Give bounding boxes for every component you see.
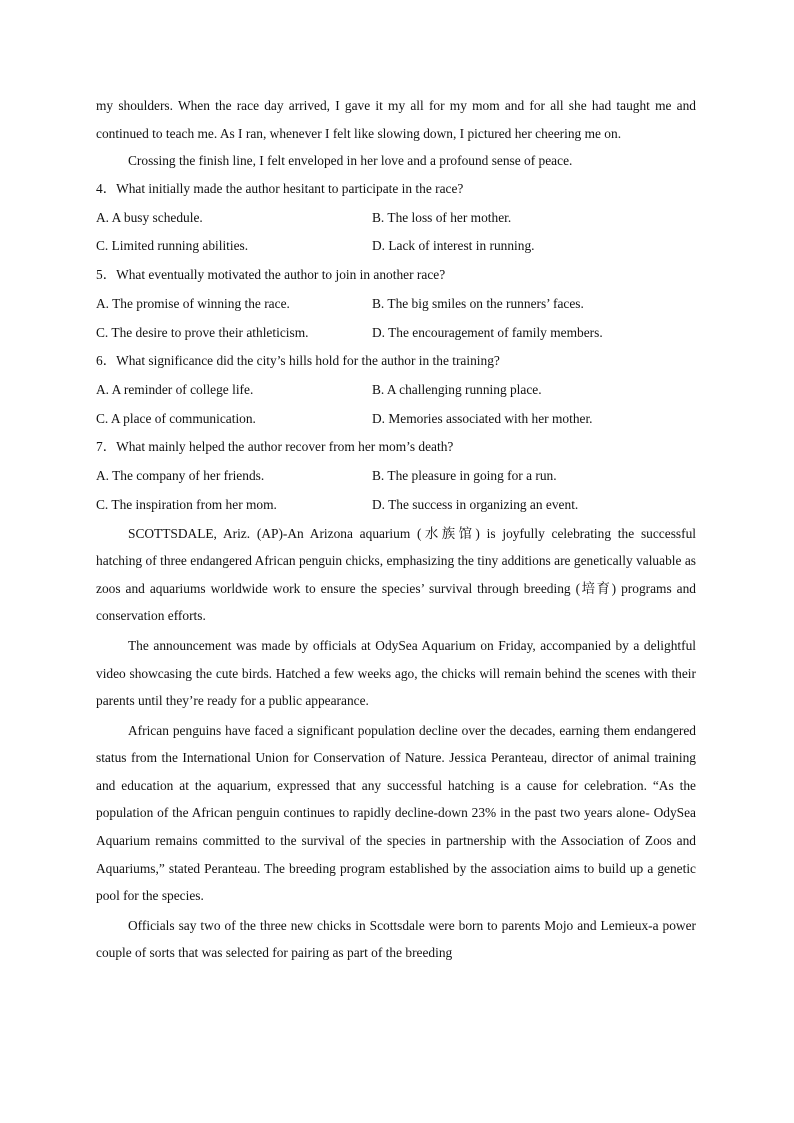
option-c: C. The desire to prove their athleticism. <box>96 324 309 340</box>
option-c: C. The inspiration from her mom. <box>96 496 277 512</box>
passage2-paragraph: Officials say two of the three new chicks in Scottsdale were born to parents Mojo and Lemieux-a power couple of sorts that was selected for pairing as part of the breeding <box>96 917 696 961</box>
question-stem: 7．What mainly helped the author recover from her mom’s death? <box>96 439 454 455</box>
option-b: B. The loss of her mother. <box>372 209 512 225</box>
passage2-paragraph: SCOTTSDALE, Ariz. (AP)-An Arizona aquarium (水族馆) is joyfully celebrating the successful hatching of three endangered African penguin chicks, emphasizing the tiny additions are genetically valuable as zoos and aquariums worldwide work to ensure the species’ survival through breeding (培育) programs and conservation efforts. <box>96 525 696 624</box>
passage2-paragraph: African penguins have faced a significant population decline over the decades, earning them endangered status from the International Union for Conservation of Nature. Jessica Peranteau, director of animal training and education at the aquarium, expressed that any successful hatching is a cause for celebration. “As the population of the African penguin continues to rapidly decline-down 23% in the past two years alone- OdySea Aquarium remains committed to the survival of the species in partnership with the Association of Zoos and Aquariums,” stated Peranteau. The breeding program established by the association aims to build up a genetic pool for the species. <box>96 722 696 904</box>
option-a: A. The company of her friends. <box>96 468 265 484</box>
passage2-paragraph: The announcement was made by officials at OdySea Aquarium on Friday, accompanied by a delightful video showcasing the cute birds. Hatched a few weeks ago, the chicks will remain behind the scenes with their parents until they’re ready for a public appearance. <box>96 637 696 709</box>
option-row <box>96 462 696 491</box>
passage1-paragraph: my shoulders. When the race day arrived, I gave it my all for my mom and for all she had taught me and continued to teach me. As I ran, whenever I felt like slowing down, I pictured her cheering me on. <box>96 98 696 141</box>
option-row <box>96 204 696 233</box>
question-6 <box>96 347 696 433</box>
question-4 <box>96 175 696 261</box>
passage1-paragraph: Crossing the finish line, I felt enveloped in her love and a profound sense of peace. <box>128 153 573 169</box>
question-7 <box>96 433 696 519</box>
question-stem: 6．What significance did the city’s hills hold for the author in the training? <box>96 353 500 369</box>
option-d: D. The encouragement of family members. <box>372 324 603 340</box>
question-stem: 4．What initially made the author hesitant to participate in the race? <box>96 180 464 196</box>
option-b: B. The big smiles on the runners’ faces. <box>372 295 584 311</box>
option-a: A. The promise of winning the race. <box>96 295 290 311</box>
option-row <box>96 232 696 261</box>
option-d: D. Lack of interest in running. <box>372 238 535 254</box>
option-row <box>96 290 696 319</box>
option-a: A. A busy schedule. <box>96 209 203 225</box>
option-c: C. Limited running abilities. <box>96 238 249 254</box>
option-b: B. A challenging running place. <box>372 382 542 398</box>
option-b: B. The pleasure in going for a run. <box>372 468 557 484</box>
option-row <box>96 319 696 348</box>
page-content <box>96 92 696 967</box>
option-a: A. A reminder of college life. <box>96 382 254 398</box>
option-row <box>96 491 696 520</box>
question-5 <box>96 261 696 347</box>
question-stem: 5．What eventually motivated the author to join in another race? <box>96 266 446 282</box>
option-d: D. Memories associated with her mother. <box>372 410 593 426</box>
option-row <box>96 376 696 405</box>
option-row <box>96 405 696 434</box>
option-c: C. A place of communication. <box>96 410 256 426</box>
option-d: D. The success in organizing an event. <box>372 496 579 512</box>
